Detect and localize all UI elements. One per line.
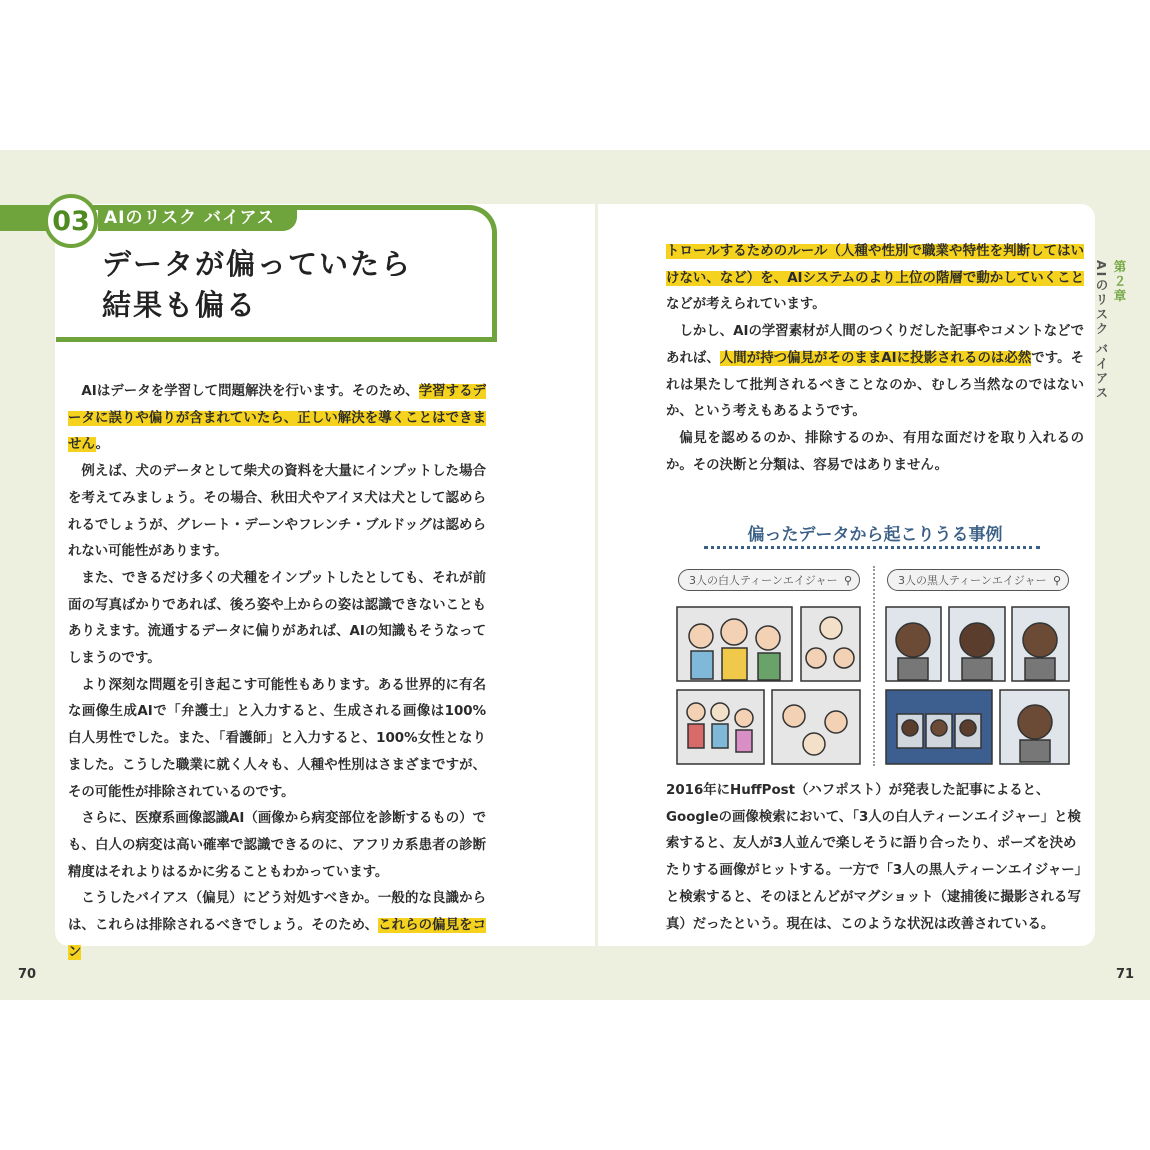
page-title-line-1: データが偏っていたら — [102, 247, 413, 281]
paragraph — [666, 319, 1084, 426]
search-query-right: 3人の黒人ティーンエイジャー — [898, 574, 1047, 587]
paragraph-text: さらに、医療系画像認識AI（画像から病変部位を診断するもの）でも、白人の病変は高い確率で認識できるのに、アフリカ系患者の診断精度はそれよりはるかに劣ることもわかっています。 — [68, 811, 486, 880]
highlighted-text: これらの偏見をコン — [68, 918, 487, 960]
section-number: 03 — [44, 194, 98, 248]
search-bar-white-teens — [678, 569, 860, 591]
paragraph — [68, 459, 486, 566]
magnifier-icon: ⚲ — [843, 574, 852, 587]
paragraph-text: 偏見を認めるのか、排除するのか、有用な面だけを取り入れるのか。その決断と分類は、容易ではありません。 — [666, 430, 1084, 473]
section-tag: AIのリスク バイアス — [98, 205, 297, 231]
page-number-right: 71 — [1116, 967, 1135, 982]
figure-title: 偏ったデータから起こりうる事例 — [747, 525, 1003, 545]
paragraph-text: こうしたバイアス（偏見）にどう対処すべきか。一般的な良識からは、これらは排除されるべきでしょう。そのため、 — [68, 891, 486, 934]
left-body-text — [68, 379, 486, 966]
chapter-label: AIのリスク バイアス — [1094, 260, 1109, 401]
highlighted-text: 学習するデータに誤りや偏りが含まれていたら、正しい解決を導くことはできません — [68, 384, 486, 453]
paragraph-text: です。それは果たして批判されるべきことなのか、むしろ当然なのではないか、という考えもあるようです。 — [666, 350, 1084, 420]
paragraph-text: AIはデータを学習して問題解決を行います。そのため、 — [81, 384, 419, 399]
chapter-number: 第２章 — [1112, 260, 1127, 304]
page-number-left: 70 — [18, 967, 37, 982]
paragraph — [68, 673, 486, 807]
black-teens-illustration — [885, 606, 1071, 766]
figure-title-rule — [704, 546, 1040, 549]
paragraph — [68, 806, 486, 886]
figure-caption: 2016年にHuffPost（ハフポスト）が発表した記事によると、Googleの画像検索において、「3人の白人ティーンエイジャー」と検索すると、友人が3人並んで楽しそうに語り合ったり、ポーズを決めたりする画像がヒットする。一方で「3人の黒人ティーンエイジャー」と検索すると、そのほとんどがマグショット（逮捕後に撮影される写真）だったという。現在は、このような状況は改善されている。 — [666, 783, 1082, 932]
paragraph — [68, 566, 486, 673]
paragraph-text: より深刻な問題を引き起こす可能性もあります。ある世界的に有名な画像生成AIで「弁護士」と入力すると、生成される画像は100%白人男性でした。また、「看護師」と入力すると、100%女性となりました。こうした職業に就く人々も、人種や性別はさまざまですが、その可能性が排除されているのです。 — [68, 677, 486, 800]
highlighted-text: トロールするためのルール（人種や性別で職業や特性を判断してはいけない、など）を、AIシステムのより上位の階層で動かしていくこと — [666, 244, 1084, 286]
search-query-left: 3人の白人ティーンエイジャー — [689, 574, 838, 587]
highlighted-text: 人間が持つ偏見がそのままAIに投影されるのは必然 — [719, 350, 1032, 366]
paragraph-text: 例えば、犬のデータとして柴犬の資料を大量にインプットした場合を考えてみましょう。その場合、秋田犬やアイヌ犬は犬として認められるでしょうが、グレート・デーンやフレンチ・ブルドッグは認められない可能性があります。 — [68, 464, 486, 560]
right-body-text — [666, 239, 1084, 479]
paragraph — [666, 426, 1084, 479]
page-title-line-2: 結果も偏る — [102, 288, 258, 322]
paragraph — [68, 886, 486, 966]
paragraph-text: などが考えられています。 — [666, 297, 826, 313]
magnifier-icon: ⚲ — [1052, 574, 1061, 587]
paragraph-text: 。 — [95, 437, 109, 453]
paragraph-text: しかし、AIの学習素材が人間のつくりだした記事やコメントなどであれば、 — [666, 324, 1084, 366]
paragraph — [68, 379, 486, 459]
paragraph — [666, 239, 1084, 319]
paragraph-text: また、できるだけ多くの犬種をインプットしたとしても、それが前面の写真ばかりであれば、後ろ姿や上からの姿は認識できないこともありえます。流通するデータに偏りがあれば、AIの知識もそうなってしまうのです。 — [68, 570, 486, 667]
white-teens-illustration — [676, 606, 862, 766]
search-bar-black-teens — [887, 569, 1069, 591]
chapter-side-tab — [1094, 260, 1128, 401]
figure-divider — [873, 566, 875, 766]
